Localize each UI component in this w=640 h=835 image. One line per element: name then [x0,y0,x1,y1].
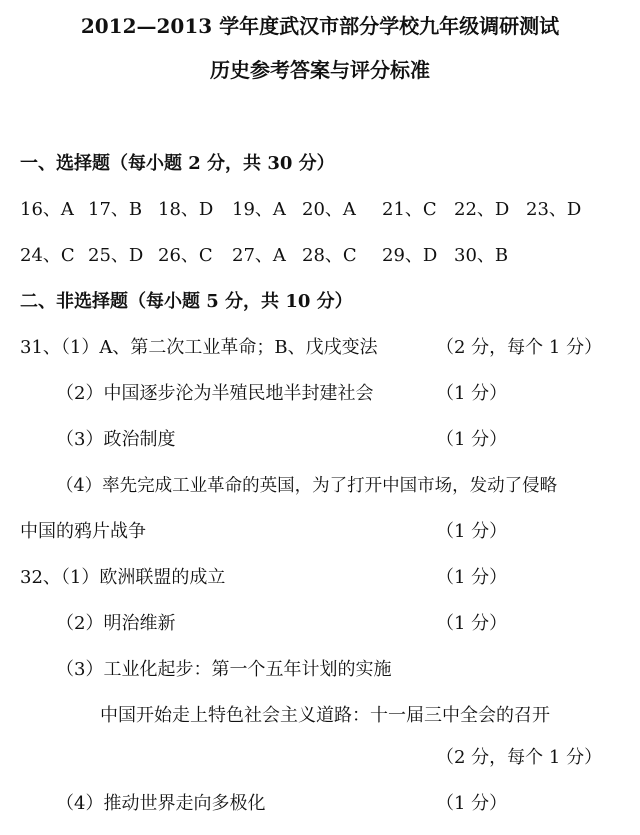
q32-part-3-line-1: （3）工业化起步：第一个五年计划的实施 [56,659,392,680]
choice-answer: 26、C [158,245,213,266]
choice-answer: 19、A [232,199,286,220]
q32-part-2-score: （1 分） [436,613,508,634]
q31-part-4-score: （1 分） [436,521,508,542]
choice-answer: 27、A [232,245,286,266]
choice-answer: 22、D [454,199,510,220]
q31-part-4-line-2: 中国的鸦片战争 [20,521,146,542]
q31-part-1: 31、（1）A、第二次工业革命；B、戊戌变法 [20,337,378,358]
choice-answer: 17、B [88,199,143,220]
choice-answer: 30、B [454,245,509,266]
q32-part-4: （4）推动世界走向多极化 [56,793,266,814]
q31-part-4-line-1: （4）率先完成工业革命的英国，为了打开中国市场，发动了侵略 [56,476,558,496]
choice-answer: 20、A [302,199,356,220]
choice-answer: 24、C [20,245,75,266]
choice-answer: 25、D [88,245,144,266]
choice-answer: 29、D [382,245,438,266]
choice-answer: 28、C [302,245,357,266]
q31-part-2-score: （1 分） [436,383,508,404]
document-subtitle: 历史参考答案与评分标准 [210,58,430,82]
section-1-heading: 一、选择题（每小题 2 分，共 30 分） [20,153,335,174]
q32-part-1-score: （1 分） [436,567,508,588]
choice-answer: 21、C [382,199,437,220]
q32-part-1: 32、（1）欧洲联盟的成立 [20,567,226,588]
choice-answer: 23、D [526,199,582,220]
q31-part-1-score: （2 分，每个 1 分） [436,337,603,358]
section-2-heading: 二、非选择题（每小题 5 分，共 10 分） [20,291,353,312]
q32-part-2: （2）明治维新 [56,613,176,634]
q31-part-3-score: （1 分） [436,429,508,450]
q32-part-3-line-2: 中国开始走上特色社会主义道路：十一届三中全会的召开 [100,705,550,726]
q31-part-3: （3）政治制度 [56,429,176,450]
choice-answer: 16、A [20,199,74,220]
q32-part-4-score: （1 分） [436,793,508,814]
document-title: 2012—2013 学年度武汉市部分学校九年级调研测试 [80,14,560,38]
choice-answer: 18、D [158,199,214,220]
q31-part-2: （2）中国逐步沦为半殖民地半封建社会 [56,383,374,404]
q32-part-3-score: （2 分，每个 1 分） [436,747,603,768]
